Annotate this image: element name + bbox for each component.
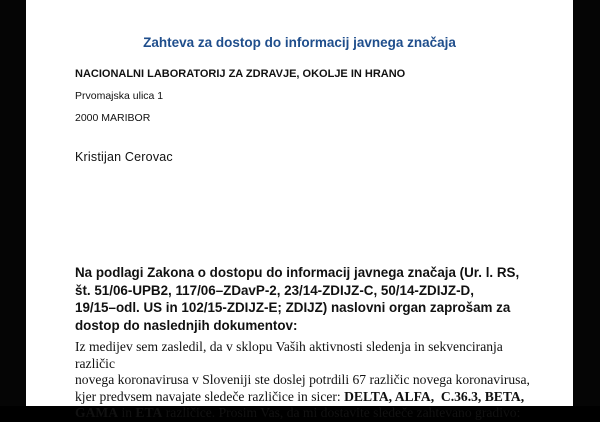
legal-basis-paragraph (75, 264, 537, 334)
body-line: novega koronavirusa v Sloveniji ste doslej potrdili 67 različic novega koronavirusa, (75, 372, 530, 387)
legal-line: dostop do naslednjih dokumentov: (75, 317, 298, 333)
body-line-text: in (118, 405, 136, 420)
document-title: Zahteva za dostop do informacij javnega značaja (143, 35, 456, 50)
document-page (26, 0, 573, 420)
body-line (75, 389, 537, 406)
applicant-name: Kristijan Cerovac (75, 150, 173, 164)
legal-line: 19/15–odl. US in 102/15-ZDIJZ-E; ZDIJZ) naslovni organ zaprošam za (75, 300, 511, 315)
legal-line: št. 51/06-UPB2, 117/06–ZDavP-2, 23/14-ZDIJZ-C, 50/14-ZDIJZ-D, (75, 282, 474, 298)
recipient-city: 2000 MARIBOR (75, 112, 151, 124)
recipient-organization: NACIONALNI LABORATORIJ ZA ZDRAVJE, OKOLJE IN HRANO (75, 68, 406, 80)
variant-label: C.36.3, BETA, (440, 388, 525, 404)
right-dark-margin (573, 0, 600, 406)
variant-label: GAMA (75, 405, 119, 420)
body-line-text: kjer predvsem navajate sledeče različice in sicer: (75, 388, 345, 404)
recipient-street: Prvomajska ulica 1 (75, 90, 164, 102)
legal-line: Na podlagi Zakona o dostopu do informacij javnega značaja (Ur. l. RS, (75, 265, 520, 280)
request-body-paragraph (75, 339, 537, 422)
body-line: Iz medijev sem zasledil, da v sklopu Vaših aktivnosti sledenja in sekvenciranja različic (75, 339, 503, 371)
body-line-text: različice. Prosim Vas, da mi dostavite sledeče zahtevano gradivo: (162, 405, 521, 420)
left-dark-margin (0, 0, 26, 406)
variant-label: ETA (135, 405, 163, 420)
body-line (75, 405, 537, 422)
variant-label: DELTA, ALFA, (344, 388, 435, 404)
